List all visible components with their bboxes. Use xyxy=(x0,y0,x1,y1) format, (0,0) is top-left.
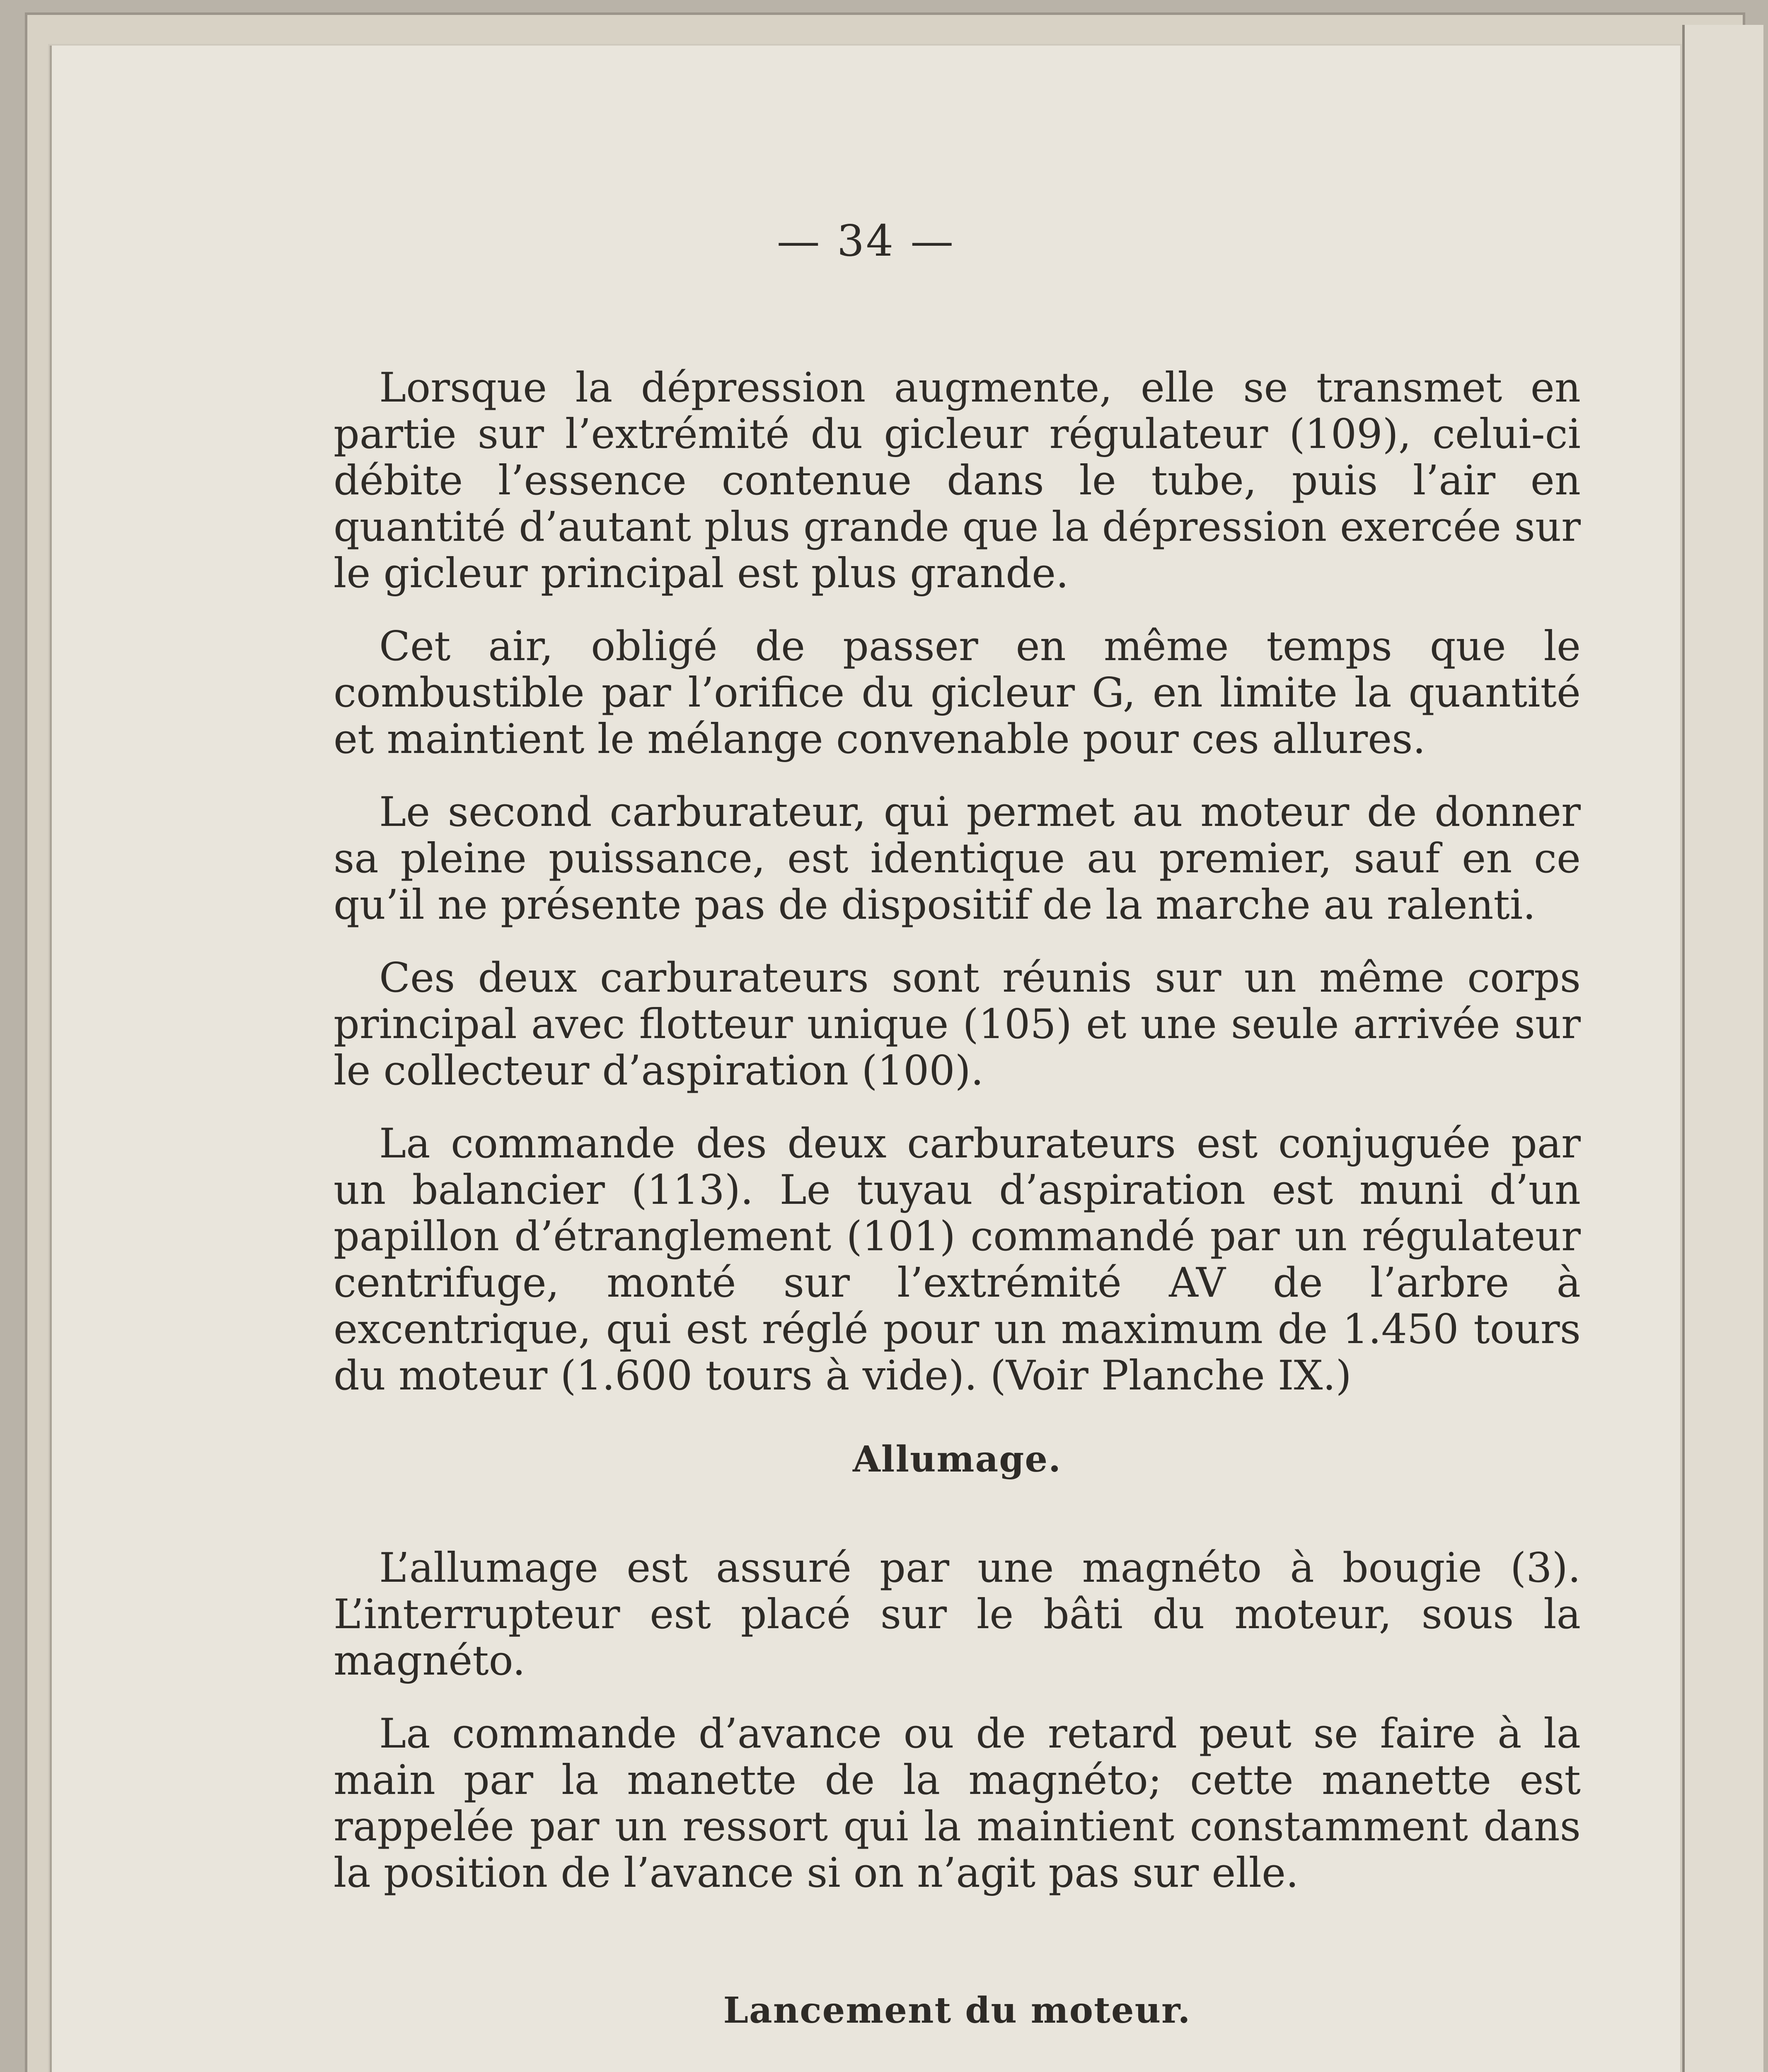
section-heading-lancement: Lancement du moteur. xyxy=(723,1990,1191,2031)
paragraph: Cet air, obligé de passer en même temps que le combustible par l’orifice du gicleur G, en limite la quantité et maintient le mélange convenable pour ces allures. xyxy=(334,623,1581,763)
paragraph: Lorsque la dépression augmente, elle se transmet en partie sur l’extrémité du gicleur régulateur (109), celui-ci débite l’essence contenue dans le tube, puis l’air en quantité d’autant plus grande que la dépression exercée sur le gicleur principal est plus grande. xyxy=(334,364,1581,597)
section-heading-allumage: Allumage. xyxy=(852,1438,1062,1480)
paragraph: Le second carburateur, qui permet au moteur de donner sa pleine puissance, est identique au premier, sauf en ce qu’il ne présente pas de dispositif de la marche au ralenti. xyxy=(334,789,1581,929)
page-body xyxy=(334,365,1581,2072)
next-page-edge xyxy=(1682,25,1763,2072)
paragraph: Ces deux carburateurs sont réunis sur un même corps principal avec flotteur unique (105) et une seule arrivée sur le collecteur d’aspiration (100). xyxy=(334,954,1581,1094)
book-page xyxy=(50,46,1680,2072)
paragraph: La commande des deux carburateurs est conjuguée par un balancier (113). Le tuyau d’aspiration est muni d’un papillon d’étranglement (101) commandé par un régulateur centrifuge, monté sur l’extrémité AV de l’arbre à excentrique, qui est réglé pour un maximum de 1.450 tours du moteur (1.600 tours à vide). (Voir Planche IX.) xyxy=(334,1120,1581,1399)
paragraph: L’allumage est assuré par une magnéto à bougie (3). L’interrupteur est placé sur le bâti du moteur, sous la magnéto. xyxy=(334,1544,1581,1685)
page-number: — 34 — xyxy=(776,215,955,266)
paragraph: La commande d’avance ou de retard peut se faire à la main par la manette de la magnéto; cette manette est rappelée par un ressort qui la maintient constamment dans la position de l’avance si on n’agit pas sur elle. xyxy=(334,1710,1581,1897)
